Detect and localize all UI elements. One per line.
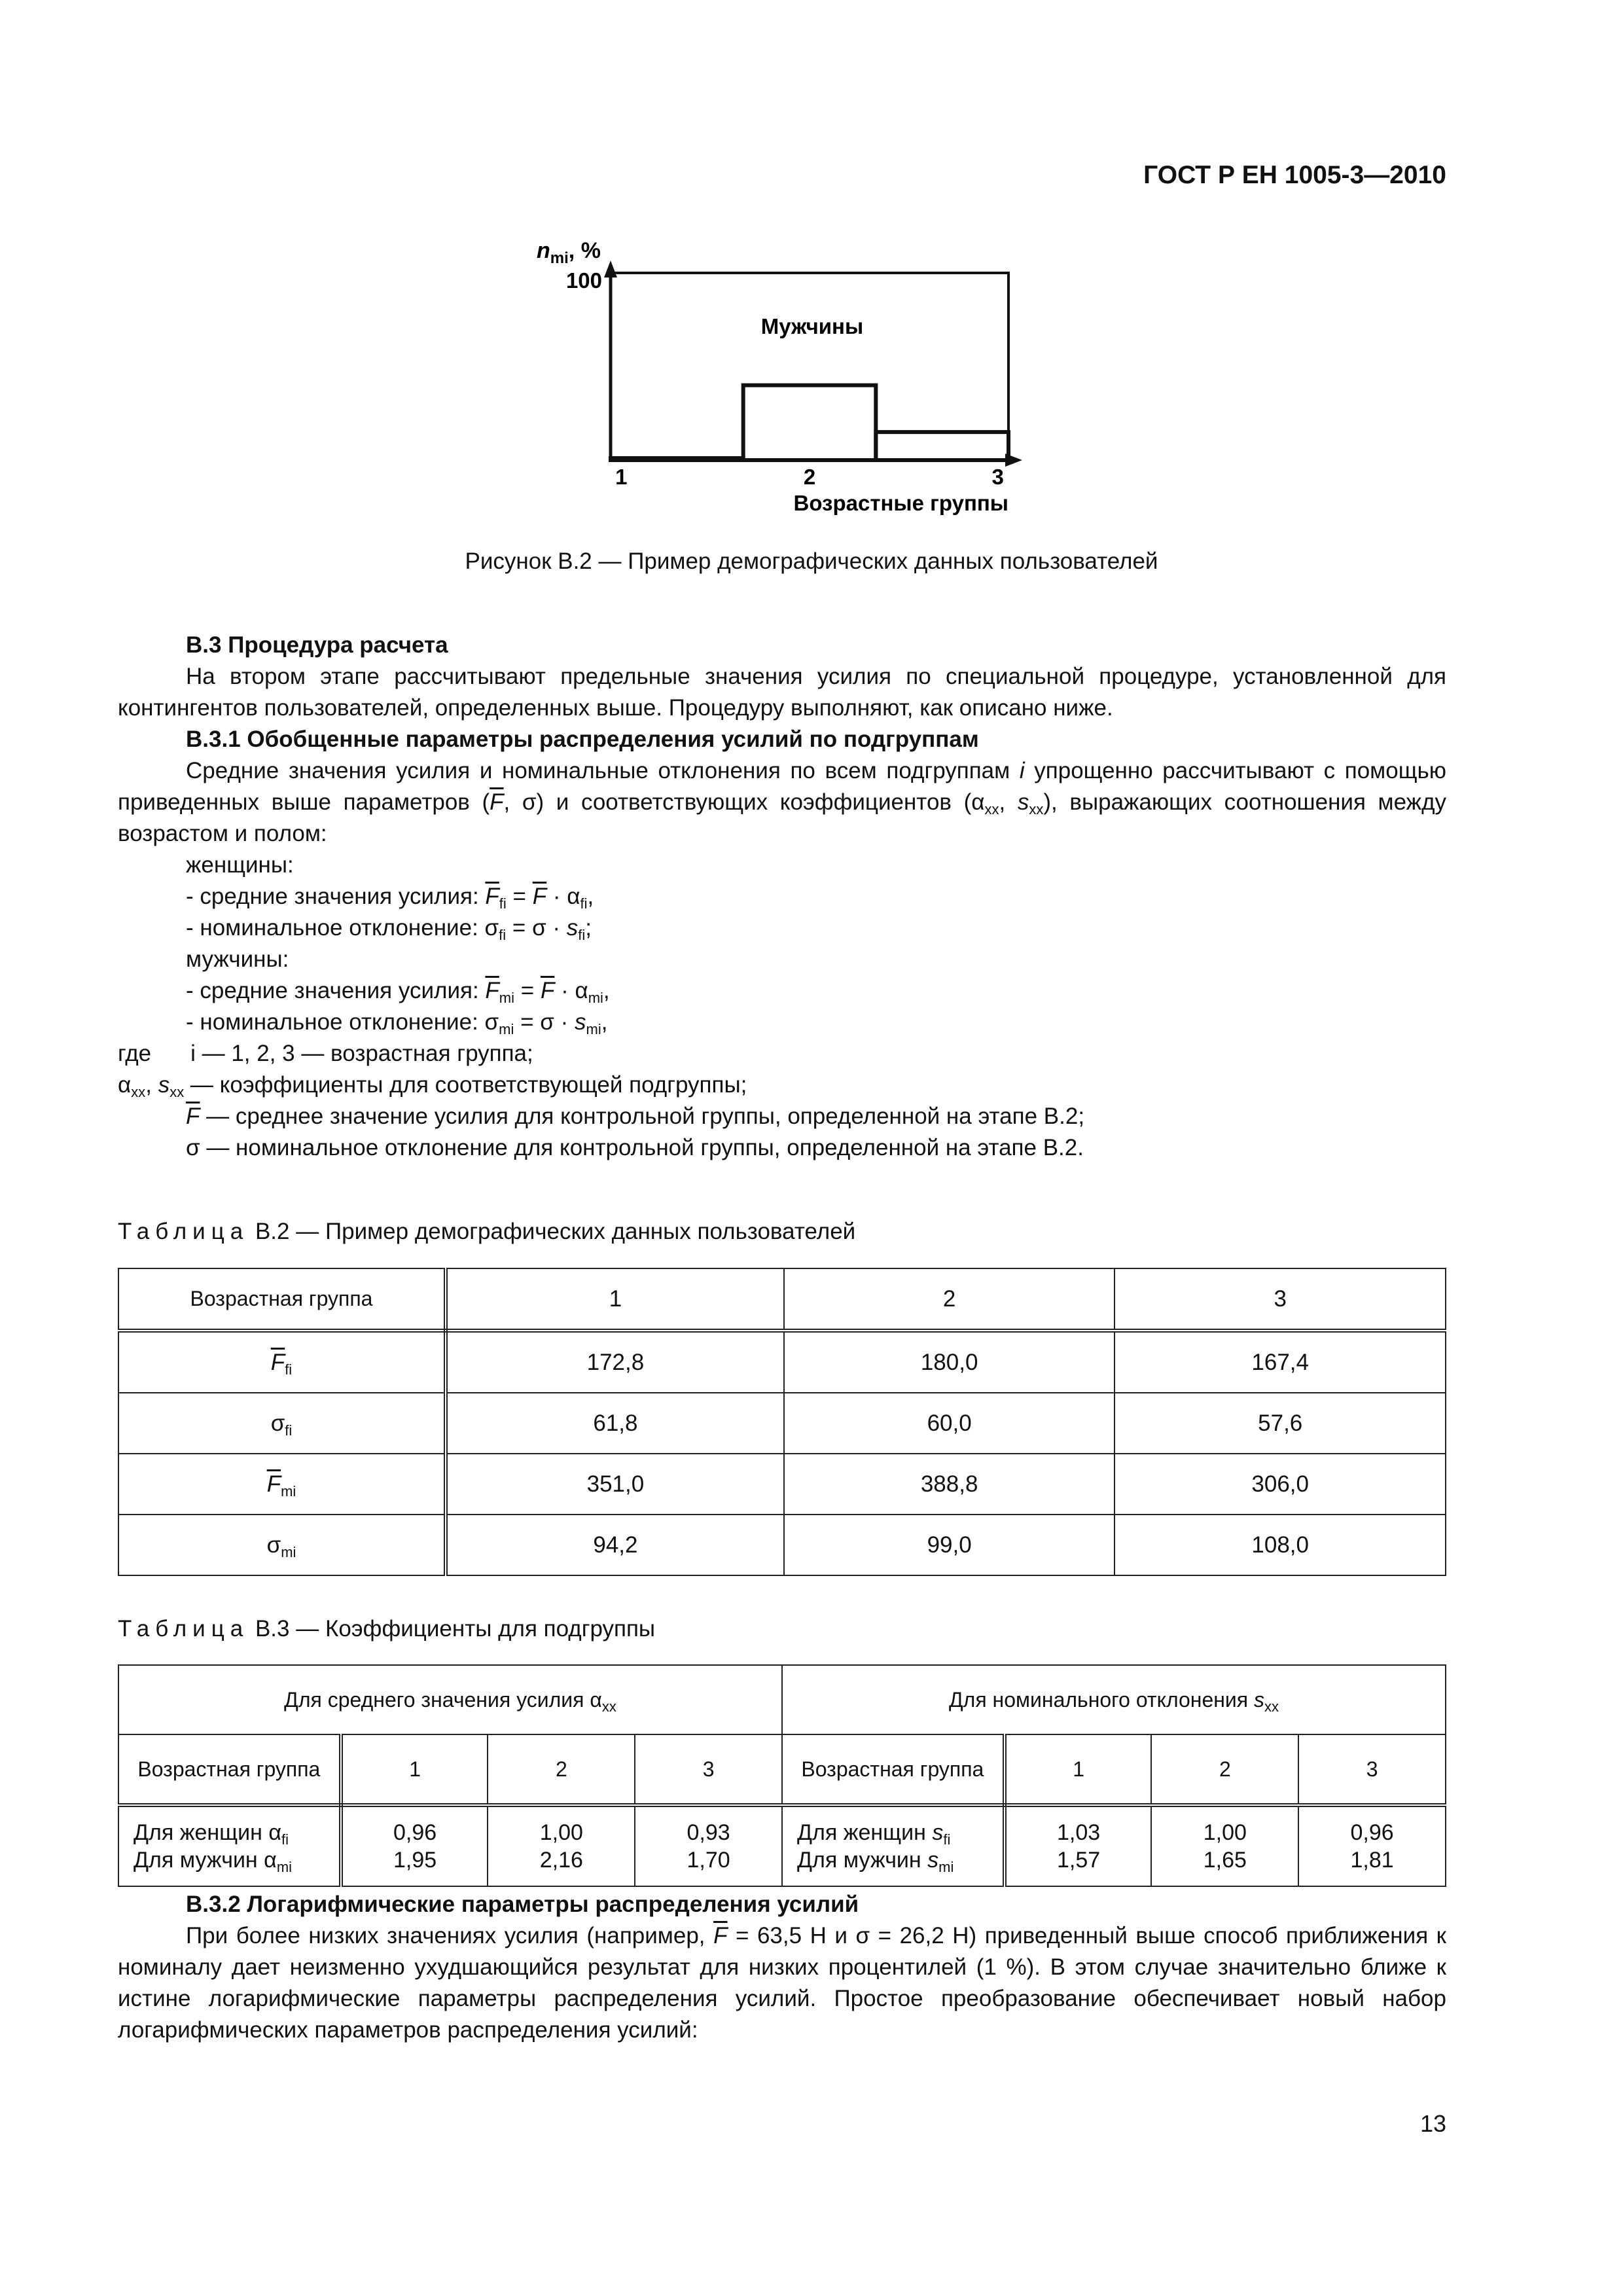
section-b3-text: На втором этапе рассчитывают предельные значения усилия по специальной процедуре, установленной для контингентов пользователей, определенных выше. Процедуру выполняют, как описано ниже. xyxy=(118,664,1446,721)
women-deviation-formula: - номинальное отклонение: $\sigma_{fi} = \sigma \cdot s_{fi}$; xyxy=(186,915,592,943)
section-b32-text: При более низких значениях усилия (например, $\overline{F} = 63,5$ Н и σ = 26,2 Н) приведенный выше способ приближения к номиналу дает неизменно ухудшающийся результат для низких процентилей (1 %). В этом случае значительно ближе к истине логарифмические параметры распределения усилий. Простое преобразование обеспечивает новый набор логарифмических параметров распределения усилий: xyxy=(118,1923,1446,2043)
table-b3-alpha-labels: Для женщин $\alpha_{fi}$ Для мужчин $\alpha_{mi}$ xyxy=(118,1805,341,1886)
section-b31-text: Средние значения усилия и номинальные отклонения по всем подгруппам i упрощенно рассчитывают с помощью приведенных выше параметров ($\overline{F}$, σ) и соответствующих коэффициентов ($\alpha_{xx}$, $s_{xx}$), выражающих соотношения между возрастом и полом: xyxy=(118,758,1446,846)
section-b32-title: В.3.2 Логарифмические параметры распределения усилий xyxy=(186,1892,859,1917)
table-b2-cell: 180,0 xyxy=(784,1331,1115,1393)
figure-caption: Рисунок В.2 — Пример демографических данных пользователей xyxy=(465,548,1158,574)
table-b2-cell: 172,8 xyxy=(446,1331,784,1393)
section-b3 xyxy=(118,630,1446,1164)
table-b2-row-label: $\overline{F}_{mi}$ xyxy=(118,1454,446,1515)
bar-age-group-3 xyxy=(876,432,1008,460)
table-b3-cell: 0,96 1,81 xyxy=(1298,1805,1446,1886)
table-b3-col-header: 1 xyxy=(1005,1734,1152,1805)
bar-age-group-2 xyxy=(743,386,876,460)
table-b3-cell: 1,00 2,16 xyxy=(488,1805,635,1886)
table-b2-header-cell: 2 xyxy=(784,1268,1115,1331)
x-tick-label: 1 xyxy=(615,465,628,489)
table-b3-age-group-header: Возрастная группа xyxy=(782,1734,1005,1805)
standard-number: ГОСТ Р ЕН 1005-3—2010 xyxy=(1143,161,1446,189)
table-b2-row-label: $\sigma_{fi}$ xyxy=(118,1393,446,1454)
table-b3-age-group-header: Возрастная группа xyxy=(118,1734,341,1805)
x-tick-label: 2 xyxy=(803,465,816,489)
men-deviation-formula: - номинальное отклонение: $\sigma_{mi} = \sigma \cdot s_{mi}$, xyxy=(186,1009,608,1037)
table-b3-col-header: 3 xyxy=(635,1734,782,1805)
table-b2-row xyxy=(118,1393,1446,1454)
table-b2-cell: 94,2 xyxy=(446,1515,784,1575)
table-b2-row-label: $\sigma_{mi}$ xyxy=(118,1515,446,1575)
where-line: где i — 1, 2, 3 — возрастная группа; xyxy=(118,1041,533,1066)
table-b2-row xyxy=(118,1331,1446,1393)
table-b3-header-row xyxy=(118,1734,1446,1805)
table-b2-cell: 99,0 xyxy=(784,1515,1115,1575)
table-b2 xyxy=(118,1268,1446,1576)
table-b3-group-right: Для номинального отклонения $s_{xx}$ xyxy=(782,1665,1446,1734)
coefficient-definition: $\alpha_{xx}$, $s_{xx}$ — коэффициенты для соответствующей подгруппы; xyxy=(118,1072,747,1100)
women-mean-formula: - средние значения усилия: $\overline{F}_{fi} = \overline{F} \cdot \alpha_{fi}$, xyxy=(186,884,594,912)
table-b2-row-label: $\overline{F}_{fi}$ xyxy=(118,1331,446,1393)
women-label: женщины: xyxy=(186,852,294,878)
x-tick-label: 3 xyxy=(991,465,1004,489)
section-b31-title: В.3.1 Обобщенные параметры распределения усилий по подгруппам xyxy=(186,726,979,752)
table-b2-cell: 60,0 xyxy=(784,1393,1115,1454)
table-b3-cell: 0,96 1,95 xyxy=(341,1805,488,1886)
table-b3-cell: 0,93 1,70 xyxy=(635,1805,782,1886)
men-label: мужчины: xyxy=(186,946,289,972)
section-b3-title: В.3 Процедура расчета xyxy=(186,632,448,658)
table-b2-header-cell: 3 xyxy=(1115,1268,1446,1331)
x-axis-arrow xyxy=(1005,454,1022,467)
table-b3-group-row xyxy=(118,1665,1446,1734)
table-b2-cell: 388,8 xyxy=(784,1454,1115,1515)
table-b2-caption: Таблица В.2 — Пример демографических данных пользователей xyxy=(118,1219,856,1244)
table-b2-cell: 351,0 xyxy=(446,1454,784,1515)
table-b3-data-row xyxy=(118,1805,1446,1886)
table-b2-header-cell: Возрастная группа xyxy=(118,1268,446,1331)
page-number: 13 xyxy=(1419,2110,1446,2137)
table-b3-col-header: 2 xyxy=(488,1734,635,1805)
table-b2-header-cell: 1 xyxy=(446,1268,784,1331)
sigma-definition: σ — номинальное отклонение для контрольной группы, определенной на этапе В.2. xyxy=(186,1135,1084,1160)
table-b3-group-left: Для среднего значения усилия $\alpha_{xx}$ xyxy=(118,1665,782,1734)
table-b2-header-row xyxy=(118,1268,1446,1331)
section-b32 xyxy=(118,1889,1446,2046)
table-b2-cell: 167,4 xyxy=(1115,1331,1446,1393)
table-b2-cell: 108,0 xyxy=(1115,1515,1446,1575)
f-definition: $\overline{F}$ — среднее значение усилия для контрольной группы, определенной на этапе В.2; xyxy=(186,1103,1085,1129)
table-b2-row xyxy=(118,1454,1446,1515)
table-b3-col-header: 3 xyxy=(1298,1734,1446,1805)
table-b3-col-header: 2 xyxy=(1151,1734,1298,1805)
table-b2-row xyxy=(118,1515,1446,1575)
table-b3-s-labels: Для женщин $s_{fi}$ Для мужчин $s_{mi}$ xyxy=(782,1805,1005,1886)
table-b3-col-header: 1 xyxy=(341,1734,488,1805)
table-b3-caption: Таблица В.3 — Коэффициенты для подгруппы xyxy=(118,1616,656,1641)
table-b2-cell: 61,8 xyxy=(446,1393,784,1454)
table-b3-cell: 1,03 1,57 xyxy=(1005,1805,1152,1886)
table-b2-cell: 306,0 xyxy=(1115,1454,1446,1515)
table-b3-cell: 1,00 1,65 xyxy=(1151,1805,1298,1886)
table-b3 xyxy=(118,1664,1446,1887)
x-axis-label: Возрастные группы xyxy=(793,491,1008,515)
men-mean-formula: - средние значения усилия: $\overline{F}_{mi} = \overline{F} \cdot \alpha_{mi}$, xyxy=(186,978,610,1006)
table-b2-cell: 57,6 xyxy=(1115,1393,1446,1454)
y-tick-label: 100 xyxy=(565,268,602,293)
demographic-bar-chart xyxy=(0,0,1623,537)
y-axis-label: $n_{mi}$, % xyxy=(537,238,601,267)
y-axis-arrow xyxy=(604,260,617,278)
chart-inside-label: Мужчины xyxy=(760,314,864,338)
